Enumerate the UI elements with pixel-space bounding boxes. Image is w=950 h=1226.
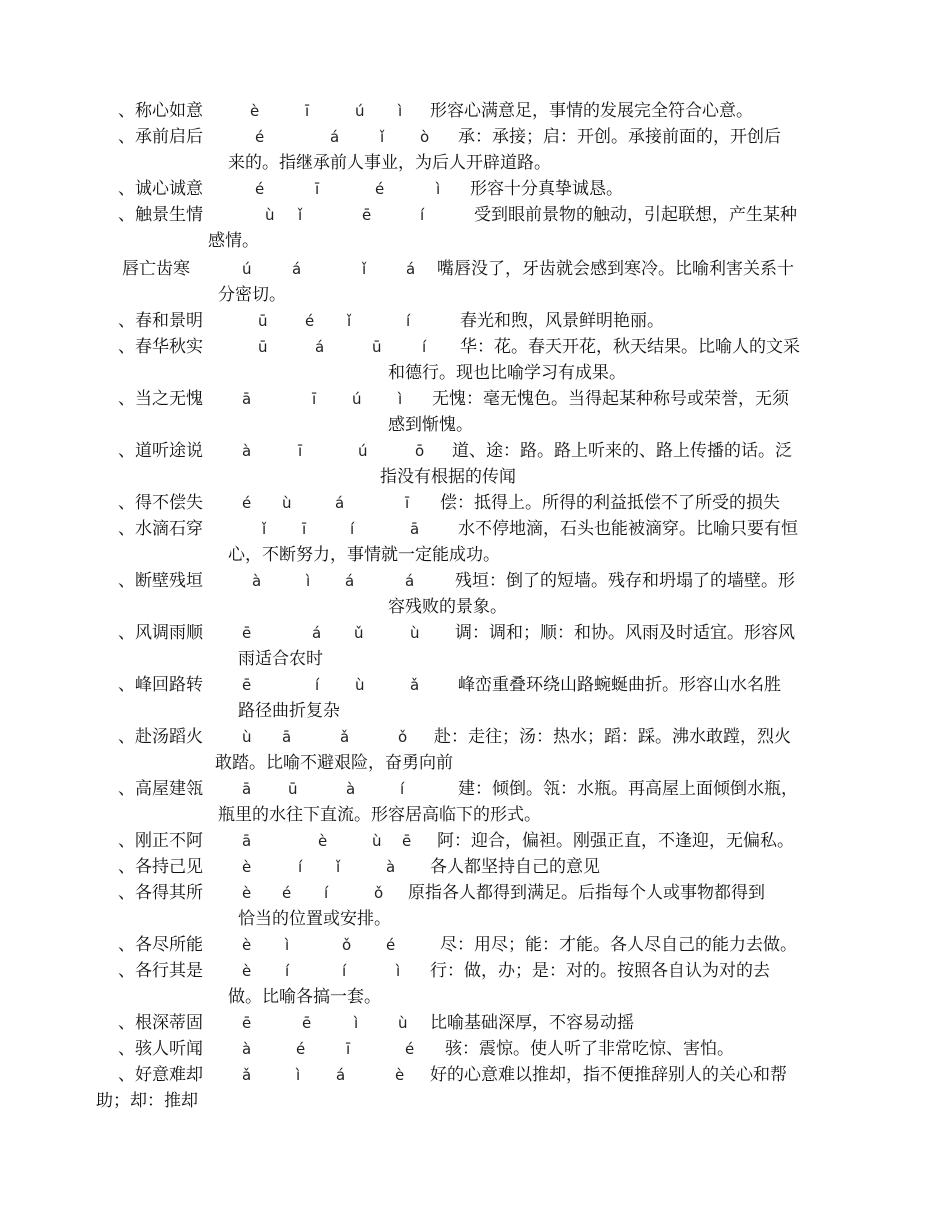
idiom-definition: 阿：迎合，偏袒。刚强正直，不逢迎，无偏私。 xyxy=(437,831,794,851)
idiom-definition-continued: 路径曲折复杂 xyxy=(238,701,340,721)
idiom-definition-continued: 敢踏。比喻不避艰险，奋勇向前 xyxy=(215,753,453,773)
pinyin-tone-mark: è xyxy=(250,102,260,120)
idiom-definition: 赴：走往；汤：热水；蹈：踩。沸水敢蹚，烈火 xyxy=(434,727,791,747)
idiom-term: 、各持己见 xyxy=(118,857,203,877)
pinyin-tone-mark: è xyxy=(242,936,252,954)
pinyin-tone-mark: á xyxy=(330,128,340,146)
idiom-definition-continued: 雨适合农时 xyxy=(238,649,323,669)
pinyin-tone-mark: è xyxy=(318,832,328,850)
pinyin-tone-mark: ù xyxy=(355,676,365,694)
idiom-definition: 行：做，办；是：对的。按照各自认为对的去 xyxy=(430,961,770,981)
pinyin-tone-mark: ì xyxy=(398,390,403,408)
idiom-term: 、高屋建瓴 xyxy=(118,779,203,799)
pinyin-tone-mark: ī xyxy=(346,1040,351,1058)
pinyin-tone-mark: ì xyxy=(296,1066,301,1084)
idiom-term: 、骇人听闻 xyxy=(118,1039,203,1059)
pinyin-tone-mark: ú xyxy=(358,442,368,460)
idiom-definition-continued: 和德行。现也比喻学习有成果。 xyxy=(388,363,626,383)
idiom-term: 唇亡齿寒 xyxy=(122,259,190,279)
idiom-definition: 形容心满意足，事情的发展完全符合心意。 xyxy=(430,101,753,121)
idiom-term: 、各行其是 xyxy=(118,961,203,981)
pinyin-tone-mark: á xyxy=(345,572,355,590)
pinyin-tone-mark: ǐ xyxy=(380,128,385,146)
pinyin-tone-mark: ǎ xyxy=(340,728,350,746)
pinyin-tone-mark: ī xyxy=(298,442,303,460)
idiom-definition: 道、途：路。路上听来的、路上传播的话。泛 xyxy=(452,441,792,461)
pinyin-tone-mark: í xyxy=(324,884,329,902)
pinyin-tone-mark: è xyxy=(242,962,252,980)
pinyin-tone-mark: ā xyxy=(242,832,252,850)
pinyin-tone-mark: é xyxy=(282,884,292,902)
pinyin-tone-mark: ē xyxy=(242,624,252,642)
pinyin-tone-mark: ǒ xyxy=(374,884,384,902)
pinyin-tone-mark: ū xyxy=(258,338,268,356)
pinyin-tone-mark: ù xyxy=(410,624,420,642)
idiom-term: 、水滴石穿 xyxy=(118,519,203,539)
idiom-term: 、触景生情 xyxy=(118,205,203,225)
pinyin-tone-mark: è xyxy=(242,884,252,902)
pinyin-tone-mark: ī xyxy=(302,520,307,538)
pinyin-tone-mark: ú xyxy=(352,390,362,408)
pinyin-tone-mark: í xyxy=(422,338,427,356)
pinyin-tone-mark: ù xyxy=(242,728,252,746)
idiom-term: 、刚正不阿 xyxy=(118,831,203,851)
idiom-definition-continued: 指没有根据的传闻 xyxy=(380,467,516,487)
pinyin-tone-mark: á xyxy=(335,494,345,512)
pinyin-tone-mark: ú xyxy=(355,102,365,120)
pinyin-tone-mark: ō xyxy=(415,442,425,460)
pinyin-tone-mark: ē xyxy=(402,832,412,850)
pinyin-tone-mark: ā xyxy=(242,390,252,408)
pinyin-tone-mark: á xyxy=(292,260,302,278)
idiom-term: 、春华秋实 xyxy=(118,337,203,357)
pinyin-tone-mark: ù xyxy=(265,206,275,224)
idiom-term: 、赴汤蹈火 xyxy=(118,727,203,747)
idiom-definition: 受到眼前景物的触动，引起联想，产生某种 xyxy=(474,205,797,225)
idiom-definition: 尽：用尽；能：才能。各人尽自己的能力去做。 xyxy=(440,935,797,955)
idiom-definition: 好的心意难以推却，指不便推辞别人的关心和帮 xyxy=(430,1065,787,1085)
pinyin-tone-mark: í xyxy=(315,676,320,694)
pinyin-tone-mark: ǐ xyxy=(336,858,341,876)
pinyin-tone-mark: ì xyxy=(436,180,441,198)
idiom-definition: 建：倾倒。瓴：水瓶。再高屋上面倾倒水瓶， xyxy=(458,779,798,799)
idiom-definition-continued: 助；却：推却 xyxy=(96,1091,198,1111)
pinyin-tone-mark: ǐ xyxy=(262,520,267,538)
idiom-definition-continued: 心，不断努力，事情就一定能成功。 xyxy=(228,545,500,565)
pinyin-tone-mark: ǎ xyxy=(242,1066,252,1084)
idiom-definition: 水不停地滴，石头也能被滴穿。比喻只要有恒 xyxy=(458,519,798,539)
idiom-definition: 华：花。春天开花，秋天结果。比喻人的文采 xyxy=(460,337,800,357)
idiom-term: 、称心如意 xyxy=(118,101,203,121)
pinyin-tone-mark: á xyxy=(405,572,415,590)
idiom-definition: 原指各人都得到满足。后指每个人或事物都得到 xyxy=(408,883,765,903)
idiom-definition-continued: 来的。指继承前人事业，为后人开辟道路。 xyxy=(228,153,551,173)
idiom-term: 、诚心诚意 xyxy=(118,179,203,199)
pinyin-tone-mark: ù xyxy=(282,494,292,512)
pinyin-tone-mark: à xyxy=(242,1040,252,1058)
pinyin-tone-mark: é xyxy=(405,1040,415,1058)
pinyin-tone-mark: í xyxy=(400,780,405,798)
pinyin-tone-mark: ē xyxy=(302,1014,312,1032)
pinyin-tone-mark: ǐ xyxy=(362,260,367,278)
idiom-term: 、得不偿失 xyxy=(118,493,203,513)
pinyin-tone-mark: ī xyxy=(405,494,410,512)
idiom-term: 、断壁残垣 xyxy=(118,571,203,591)
idiom-definition: 峰峦重叠环绕山路蜿蜒曲折。形容山水名胜 xyxy=(458,675,781,695)
idiom-definition-continued: 感情。 xyxy=(208,231,259,251)
pinyin-tone-mark: à xyxy=(386,858,396,876)
pinyin-tone-mark: ǐ xyxy=(347,312,352,330)
pinyin-tone-mark: é xyxy=(305,312,315,330)
idiom-term: 、承前启后 xyxy=(118,127,203,147)
idiom-definition-continued: 容残败的景象。 xyxy=(388,597,507,617)
pinyin-tone-mark: é xyxy=(255,128,265,146)
pinyin-tone-mark: ī xyxy=(305,102,310,120)
pinyin-tone-mark: í xyxy=(406,312,411,330)
pinyin-tone-mark: ū xyxy=(372,338,382,356)
idiom-term: 、峰回路转 xyxy=(118,675,203,695)
idiom-term: 、各得其所 xyxy=(118,883,203,903)
idiom-definition: 残垣：倒了的短墙。残存和坍塌了的墙壁。形 xyxy=(455,571,795,591)
idiom-definition: 调：调和；顺：和协。风雨及时适宜。形容风 xyxy=(455,623,795,643)
pinyin-tone-mark: á xyxy=(336,1066,346,1084)
pinyin-tone-mark: í xyxy=(298,858,303,876)
pinyin-tone-mark: é xyxy=(255,180,265,198)
pinyin-tone-mark: é xyxy=(375,180,385,198)
pinyin-tone-mark: ā xyxy=(282,728,292,746)
idiom-definition: 无愧：毫无愧色。当得起某种称号或荣誉，无须 xyxy=(432,389,789,409)
pinyin-tone-mark: á xyxy=(406,260,416,278)
idiom-definition: 形容十分真挚诚恳。 xyxy=(470,179,623,199)
pinyin-tone-mark: ì xyxy=(396,962,401,980)
pinyin-tone-mark: é xyxy=(242,494,252,512)
pinyin-tone-mark: ē xyxy=(242,1014,252,1032)
pinyin-tone-mark: è xyxy=(242,858,252,876)
pinyin-tone-mark: ē xyxy=(242,676,252,694)
idiom-term: 、根深蒂固 xyxy=(118,1013,203,1033)
pinyin-tone-mark: ì xyxy=(306,572,311,590)
pinyin-tone-mark: ù xyxy=(398,1014,408,1032)
pinyin-tone-mark: ǒ xyxy=(398,728,408,746)
idiom-definition-continued: 恰当的位置或安排。 xyxy=(238,909,391,929)
pinyin-tone-mark: ī xyxy=(312,390,317,408)
pinyin-tone-mark: ò xyxy=(420,128,430,146)
idiom-definition-continued: 做。比喻各搞一套。 xyxy=(228,987,381,1007)
idiom-term: 、好意难却 xyxy=(118,1065,203,1085)
idiom-definition: 承：承接；启：开创。承接前面的，开创后 xyxy=(458,127,781,147)
pinyin-tone-mark: ū xyxy=(258,312,268,330)
idiom-definition: 偿：抵得上。所得的利益抵偿不了所受的损失 xyxy=(440,493,780,513)
idiom-definition: 骇：震惊。使人听了非常吃惊、害怕。 xyxy=(445,1039,734,1059)
pinyin-tone-mark: ì xyxy=(285,936,290,954)
pinyin-tone-mark: á xyxy=(312,624,322,642)
pinyin-tone-mark: í xyxy=(285,962,290,980)
pinyin-tone-mark: é xyxy=(296,1040,306,1058)
idiom-definition: 各人都坚持自己的意见 xyxy=(430,857,600,877)
pinyin-tone-mark: é xyxy=(386,936,396,954)
pinyin-tone-mark: ī xyxy=(315,180,320,198)
pinyin-tone-mark: à xyxy=(242,442,252,460)
pinyin-tone-mark: ǐ xyxy=(298,206,303,224)
pinyin-tone-mark: à xyxy=(252,572,262,590)
idiom-term: 、风调雨顺 xyxy=(118,623,203,643)
idiom-definition-continued: 分密切。 xyxy=(218,285,286,305)
pinyin-tone-mark: í xyxy=(342,962,347,980)
pinyin-tone-mark: ì xyxy=(354,1014,359,1032)
idiom-term: 、道听途说 xyxy=(118,441,203,461)
pinyin-tone-mark: ǎ xyxy=(410,676,420,694)
pinyin-tone-mark: ā xyxy=(242,780,252,798)
idiom-definition-continued: 感到惭愧。 xyxy=(388,415,473,435)
pinyin-tone-mark: è xyxy=(395,1066,405,1084)
idiom-definition: 嘴唇没了，牙齿就会感到寒冷。比喻利害关系十 xyxy=(437,259,794,279)
idiom-definition-continued: 瓶里的水往下直流。形容居高临下的形式。 xyxy=(218,805,541,825)
idiom-term: 、春和景明 xyxy=(118,311,203,331)
pinyin-tone-mark: à xyxy=(346,780,356,798)
pinyin-tone-mark: ì xyxy=(398,102,403,120)
idiom-term: 、各尽所能 xyxy=(118,935,203,955)
idiom-definition: 比喻基础深厚，不容易动摇 xyxy=(430,1013,634,1033)
pinyin-tone-mark: ā xyxy=(410,520,420,538)
pinyin-tone-mark: ú xyxy=(242,260,252,278)
idiom-term: 、当之无愧 xyxy=(118,389,203,409)
pinyin-tone-mark: ū xyxy=(288,780,298,798)
pinyin-tone-mark: í xyxy=(350,520,355,538)
pinyin-tone-mark: í xyxy=(420,206,425,224)
pinyin-tone-mark: ē xyxy=(362,206,372,224)
idiom-definition: 春光和煦，风景鲜明艳丽。 xyxy=(460,311,664,331)
pinyin-tone-mark: á xyxy=(315,338,325,356)
pinyin-tone-mark: ǔ xyxy=(354,624,364,642)
pinyin-tone-mark: ù xyxy=(372,832,382,850)
pinyin-tone-mark: ǒ xyxy=(342,936,352,954)
